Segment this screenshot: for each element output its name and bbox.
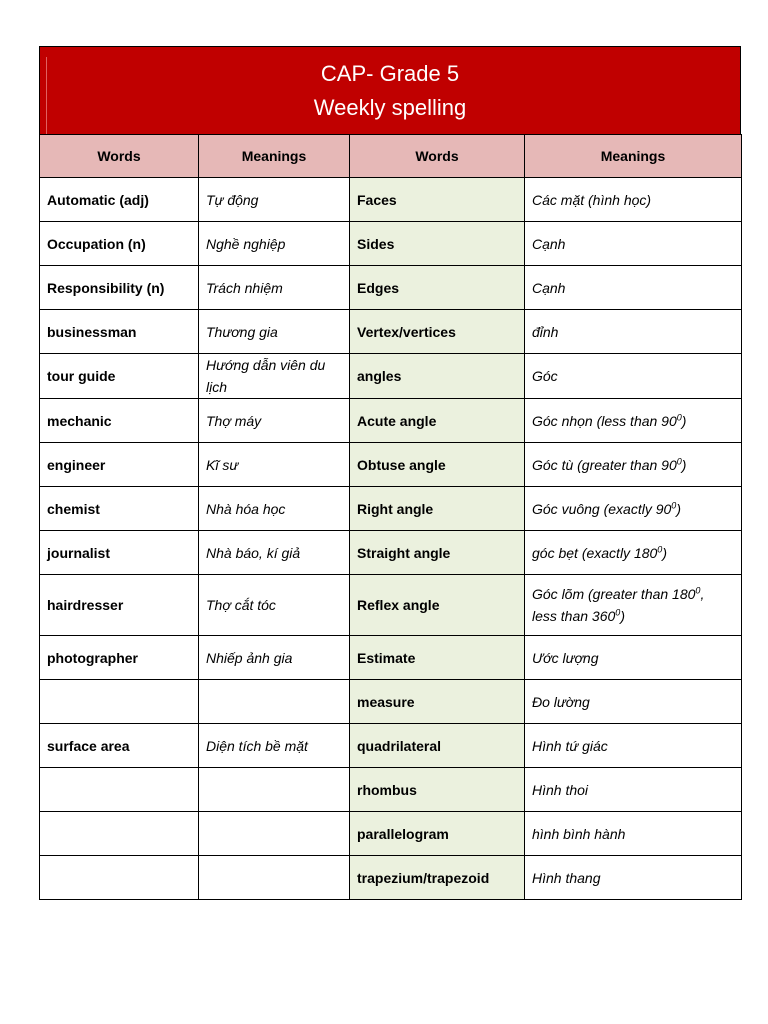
table-row (40, 487, 742, 531)
table-row (40, 266, 742, 310)
vocabulary-table (39, 134, 742, 900)
left-meaning (199, 768, 350, 812)
right-word: parallelogram (350, 812, 525, 856)
right-word: trapezium/trapezoid (350, 856, 525, 900)
table-row (40, 768, 742, 812)
left-word: mechanic (40, 399, 199, 443)
degree-superscript: 0 (615, 607, 621, 618)
table-row (40, 724, 742, 768)
right-meaning: Ước lượng (525, 636, 742, 680)
left-word: Responsibility (n) (40, 266, 199, 310)
degree-superscript: 0 (671, 499, 677, 510)
table-row (40, 222, 742, 266)
table-row (40, 636, 742, 680)
left-word: Automatic (adj) (40, 178, 199, 222)
right-meaning: Đo lường (525, 680, 742, 724)
right-word: Straight angle (350, 531, 525, 575)
header-meanings-right: Meanings (525, 135, 742, 178)
degree-superscript: 0 (695, 585, 701, 596)
spelling-sheet (39, 46, 741, 900)
left-word: hairdresser (40, 575, 199, 636)
right-word: Vertex/vertices (350, 310, 525, 354)
table-row (40, 310, 742, 354)
right-meaning: đỉnh (525, 310, 742, 354)
degree-superscript: 0 (657, 543, 663, 554)
right-meaning: Góc (525, 354, 742, 399)
right-meaning-text: Góc tù (greater than 90 (532, 456, 677, 473)
title-line-2: Weekly spelling (313, 94, 467, 120)
right-meaning: Hình thang (525, 856, 742, 900)
right-meaning (525, 531, 742, 575)
left-word: businessman (40, 310, 199, 354)
right-meaning-text: Góc vuông (exactly 90 (532, 500, 672, 517)
right-meaning-end: ) (681, 456, 687, 473)
left-meaning (199, 856, 350, 900)
right-meaning: Các mặt (hình học) (525, 178, 742, 222)
table-row (40, 680, 742, 724)
left-meaning (199, 812, 350, 856)
left-meaning: Nhiếp ảnh gia (199, 636, 350, 680)
left-word: tour guide (40, 354, 199, 399)
left-word (40, 768, 199, 812)
right-meaning (525, 575, 742, 636)
right-meaning: Hình thoi (525, 768, 742, 812)
left-word (40, 680, 199, 724)
header-words-right: Words (350, 135, 525, 178)
right-word: Estimate (350, 636, 525, 680)
table-row (40, 812, 742, 856)
right-meaning-end: ) (662, 544, 667, 561)
table-row (40, 399, 742, 443)
table-row (40, 856, 742, 900)
left-word: Occupation (n) (40, 222, 199, 266)
left-word: journalist (40, 531, 199, 575)
right-word: Reflex angle (350, 575, 525, 636)
right-meaning-line-2-text: less than 360 (532, 608, 616, 624)
right-meaning-line-2 (532, 605, 734, 627)
right-word: Right angle (350, 487, 525, 531)
left-meaning: Diện tích bề mặt (199, 724, 350, 768)
right-word: angles (350, 354, 525, 399)
left-meaning: Tự động (199, 178, 350, 222)
title-banner (39, 46, 741, 134)
right-meaning: Cạnh (525, 266, 742, 310)
title-line-1: CAP- Grade 5 (320, 60, 460, 86)
left-meaning: Kĩ sư (199, 443, 350, 487)
right-word: rhombus (350, 768, 525, 812)
left-word: photographer (40, 636, 199, 680)
degree-superscript: 0 (676, 411, 682, 422)
right-meaning-line-2-end: ) (620, 608, 625, 624)
left-word: chemist (40, 487, 199, 531)
left-meaning: Thương gia (199, 310, 350, 354)
right-word: Edges (350, 266, 525, 310)
right-word: Acute angle (350, 399, 525, 443)
right-word: measure (350, 680, 525, 724)
left-word (40, 856, 199, 900)
left-meaning: Nghề nghiệp (199, 222, 350, 266)
right-meaning-line-1 (532, 583, 734, 605)
right-meaning-line-1-text: Góc lõm (greater than 180 (532, 586, 696, 602)
table-row (40, 178, 742, 222)
header-words-left: Words (40, 135, 199, 178)
right-meaning (525, 399, 742, 443)
right-word: Obtuse angle (350, 443, 525, 487)
right-meaning (525, 487, 742, 531)
left-word (40, 812, 199, 856)
table-row (40, 531, 742, 575)
left-meaning: Nhà báo, kí giả (199, 531, 350, 575)
table-row (40, 575, 742, 636)
right-meaning-text: Góc nhọn (less than 90 (532, 412, 677, 429)
left-meaning: Nhà hóa học (199, 487, 350, 531)
left-word: surface area (40, 724, 199, 768)
left-meaning (199, 680, 350, 724)
right-word: Faces (350, 178, 525, 222)
right-meaning: hình bình hành (525, 812, 742, 856)
left-meaning-line-2: lịch (206, 379, 228, 395)
right-meaning-line-1-end: , (700, 586, 705, 602)
table-header-row (40, 135, 742, 178)
left-meaning: Trách nhiệm (199, 266, 350, 310)
right-meaning: Cạnh (525, 222, 742, 266)
header-meanings-left: Meanings (199, 135, 350, 178)
right-meaning (525, 443, 742, 487)
right-meaning-end: ) (676, 500, 681, 517)
left-word: engineer (40, 443, 199, 487)
left-meaning (199, 354, 350, 399)
right-meaning-end: ) (681, 412, 687, 429)
right-word: Sides (350, 222, 525, 266)
degree-superscript: 0 (676, 455, 682, 466)
left-meaning: Thợ cắt tóc (199, 575, 350, 636)
table-row (40, 443, 742, 487)
right-meaning-text: góc bẹt (exactly 180 (532, 544, 658, 561)
left-meaning-line-1: Hướng dẫn viên du (206, 357, 326, 373)
right-meaning: Hình tứ giác (525, 724, 742, 768)
right-word: quadrilateral (350, 724, 525, 768)
table-row (40, 354, 742, 399)
left-meaning: Thợ máy (199, 399, 350, 443)
